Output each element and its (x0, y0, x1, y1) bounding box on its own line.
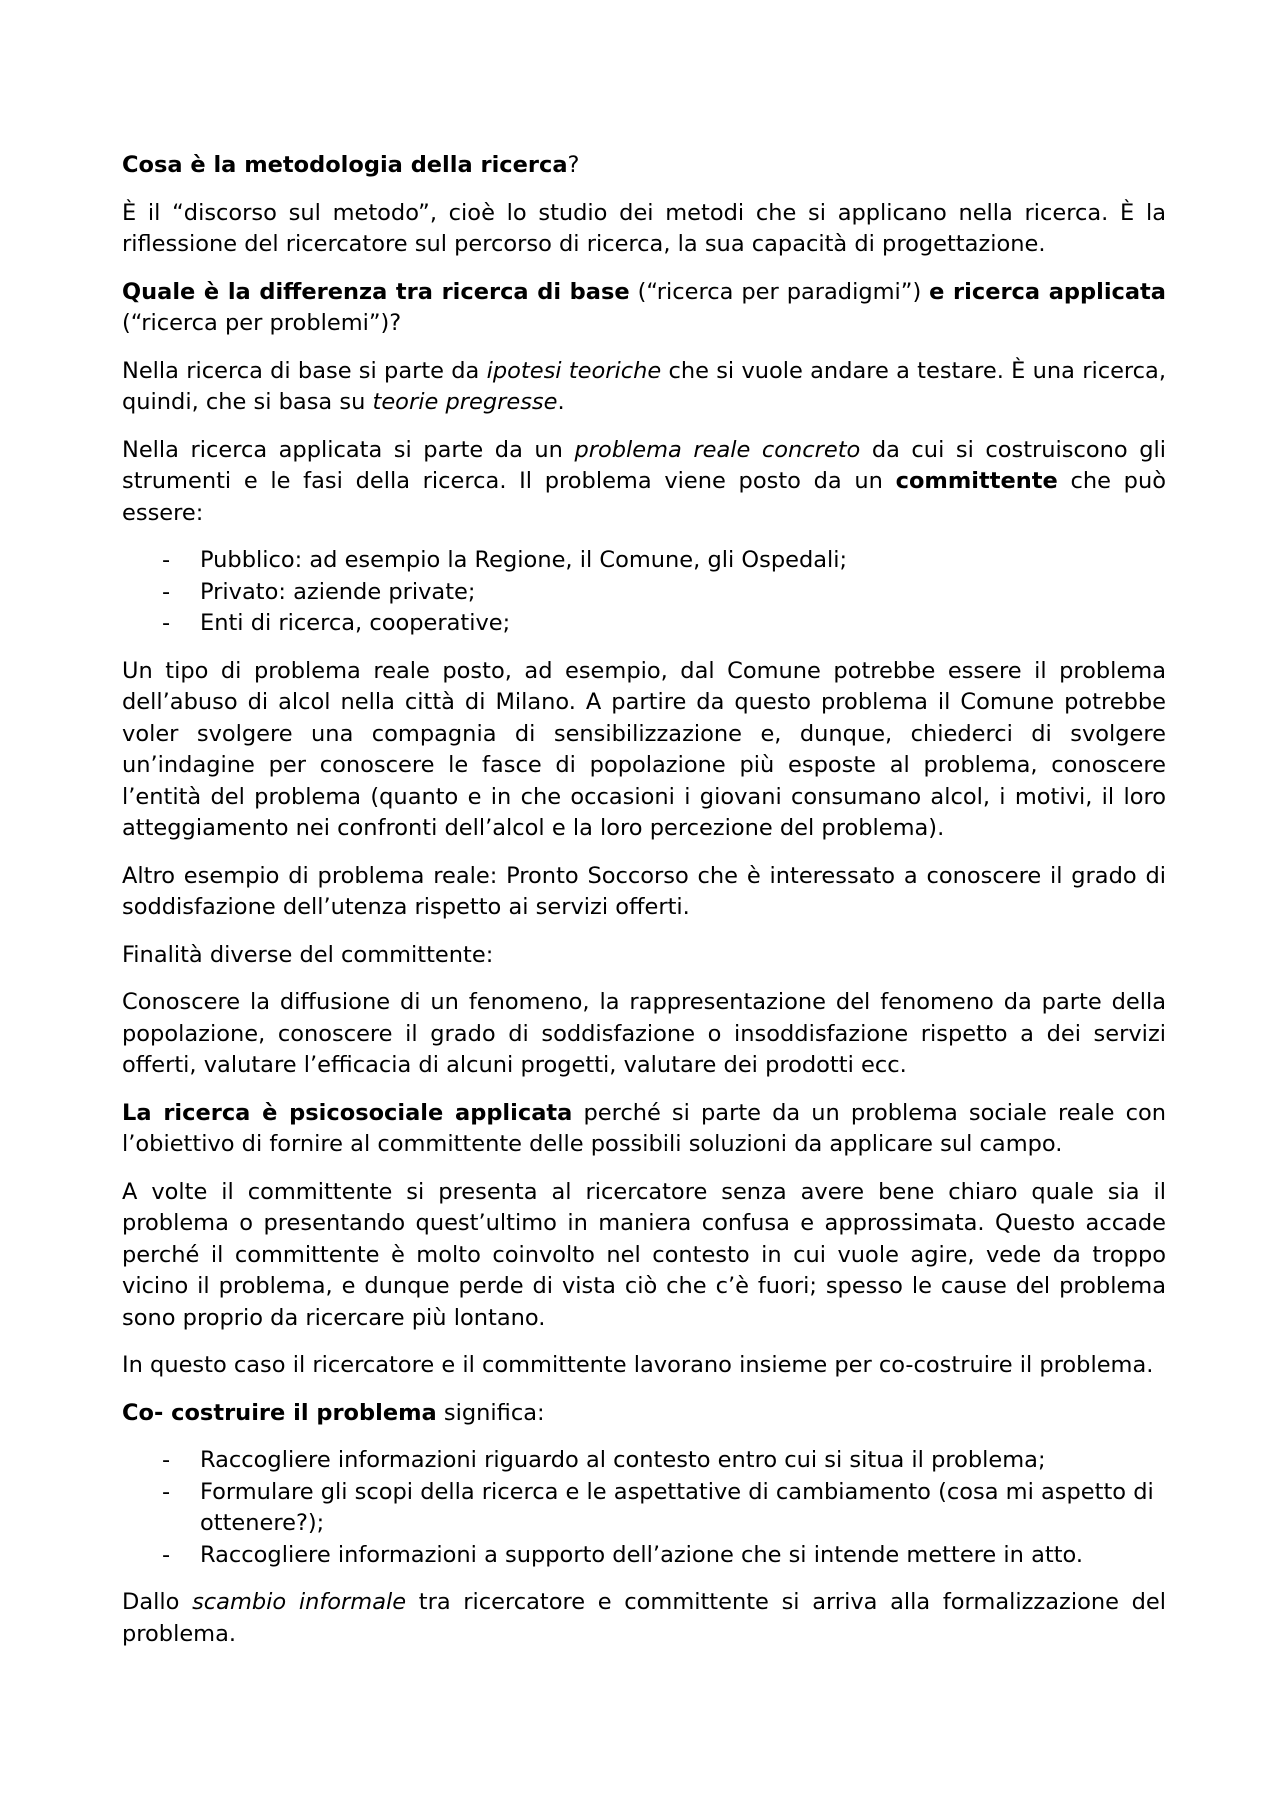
base-text-1: Nella ricerca di base si parte da (122, 357, 487, 384)
list-item-text: Pubblico: ad esempio la Regione, il Comune, gli Ospedali; (200, 547, 848, 573)
applicata-italic-problema: problema reale concreto (574, 436, 861, 463)
paragraph-psicosociale (122, 1098, 1166, 1161)
document-page (122, 150, 1166, 1666)
paragraph-co-costruire (122, 1398, 1166, 1430)
dallo-italic-scambio: scambio informale (192, 1589, 407, 1615)
list-co-costruire (122, 1445, 1166, 1571)
paragraph-esempio-pronto-soccorso: Altro esempio di problema reale: Pronto Soccorso che è interessato a conoscere il grado di soddisfazione dell’utenza rispetto ai servizi offerti. (122, 862, 1166, 920)
applicata-text-2: da cui si costruiscono gli strumenti e le fasi della ricerca. Il problema viene posto da un (122, 436, 1166, 494)
question-differenza-part1: Quale è la differenza tra ricerca di base (122, 278, 630, 305)
list-item (122, 1540, 1166, 1572)
question-metodologia (122, 150, 1166, 182)
question-differenza-part4: (“ricerca per problemi”)? (122, 310, 402, 336)
dash-bullet: - (162, 610, 171, 636)
dallo-text-2: tra ricercatore e committente si arriva alla formalizzazione del problema. (122, 1589, 1166, 1647)
question-differenza (122, 277, 1166, 340)
list-committenti (122, 545, 1166, 640)
list-item-text: Raccogliere informazioni riguardo al contesto entro cui si situa il problema; (200, 1447, 1046, 1473)
dash-bullet: - (162, 578, 171, 605)
paragraph-in-questo-caso: In questo caso il ricercatore e il committente lavorano insieme per co-costruire il problema. (122, 1352, 1154, 1378)
applicata-bold-committente: committente (895, 468, 1058, 494)
co-costruire-bold: Co- costruire il problema (122, 1399, 437, 1426)
base-text-3: . (557, 389, 565, 415)
list-item (122, 608, 1166, 640)
dash-bullet: - (162, 1541, 171, 1568)
list-item (122, 1445, 1166, 1477)
paragraph-finalita-title: Finalità diverse del committente: (122, 941, 494, 968)
base-italic-ipotesi: ipotesi teoriche (486, 357, 662, 384)
dallo-text-1: Dallo (122, 1589, 193, 1615)
paragraph-a-volte: A volte il committente si presenta al ricercatore senza avere bene chiaro quale sia il problema o presentando quest’ultimo in maniera confusa e approssimata. Questo accade perché il committente è molto coinvolto nel contesto in cui vuole agire, vede da troppo vicino il problema, e dunque perde di vista ciò che c’è fuori; spesso le cause del problema sono proprio da ricercare più lontano. (122, 1178, 1166, 1331)
paragraph-finalita: Conoscere la diffusione di un fenomeno, la rappresentazione del fenomeno da parte della popolazione, conoscere il grado di soddisfazione o insoddisfazione rispetto a dei servizi offerti, valutare l’efficacia di alcuni progetti, valutare dei prodotti ecc. (122, 989, 1166, 1078)
dash-bullet: - (162, 547, 171, 573)
answer-metodologia: È il “discorso sul metodo”, cioè lo studio dei metodi che si applicano nella ricerca. È la riflessione del ricercatore sul percorso di ricerca, la sua capacità di progettazione. (122, 199, 1166, 257)
psicosociale-bold: La ricerca è psicosociale applicata (122, 1099, 573, 1126)
paragraph-ricerca-base (122, 356, 1166, 419)
paragraph-esempio-alcol: Un tipo di problema reale posto, ad esempio, dal Comune potrebbe essere il problema dell’abuso di alcol nella città di Milano. A partire da questo problema il Comune potrebbe voler svolgere una compagnia di sensibilizzazione e, dunque, chiederci di svolgere un’indagine per conoscere le fasce di popolazione più esposte al problema, conoscere l’entità del problema (quanto e in che occasioni i giovani consumano alcol, i motivi, il loro atteggiamento nei confronti dell’alcol e la loro percezione del problema). (122, 657, 1166, 841)
applicata-text-3: che può essere: (122, 468, 1166, 526)
list-item (122, 1477, 1166, 1540)
list-item-text: Enti di ricerca, cooperative; (200, 610, 511, 636)
psicosociale-text: perché si parte da un problema sociale reale con l’obiettivo di fornire al committente delle possibili soluzioni da applicare sul campo. (122, 1099, 1166, 1157)
co-costruire-text: significa: (436, 1399, 545, 1426)
paragraph-dallo-scambio (122, 1587, 1166, 1650)
base-italic-teorie: teorie pregresse (372, 389, 558, 415)
applicata-text-1: Nella ricerca applicata si parte da un (122, 436, 575, 463)
base-text-2: che si vuole andare a testare. È una ricerca, quindi, che si basa su (122, 357, 1166, 415)
dash-bullet: - (162, 1447, 171, 1473)
list-item (122, 577, 1166, 609)
paragraph-ricerca-applicata (122, 435, 1166, 530)
list-item-text: Raccogliere informazioni a supporto dell’azione che si intende mettere in atto. (200, 1541, 1084, 1568)
question-metodologia-tail: ? (567, 152, 580, 178)
list-item (122, 545, 1166, 577)
question-differenza-part3: e ricerca applicata (929, 278, 1166, 305)
list-item-text: Formulare gli scopi della ricerca e le aspettative di cambiamento (cosa mi aspetto di ottenere?); (200, 1478, 1154, 1536)
question-metodologia-bold: Cosa è la metodologia della ricerca (122, 152, 568, 178)
question-differenza-part2: (“ricerca per paradigmi”) (629, 278, 930, 305)
list-item-text: Privato: aziende private; (200, 578, 476, 605)
dash-bullet: - (162, 1478, 171, 1505)
